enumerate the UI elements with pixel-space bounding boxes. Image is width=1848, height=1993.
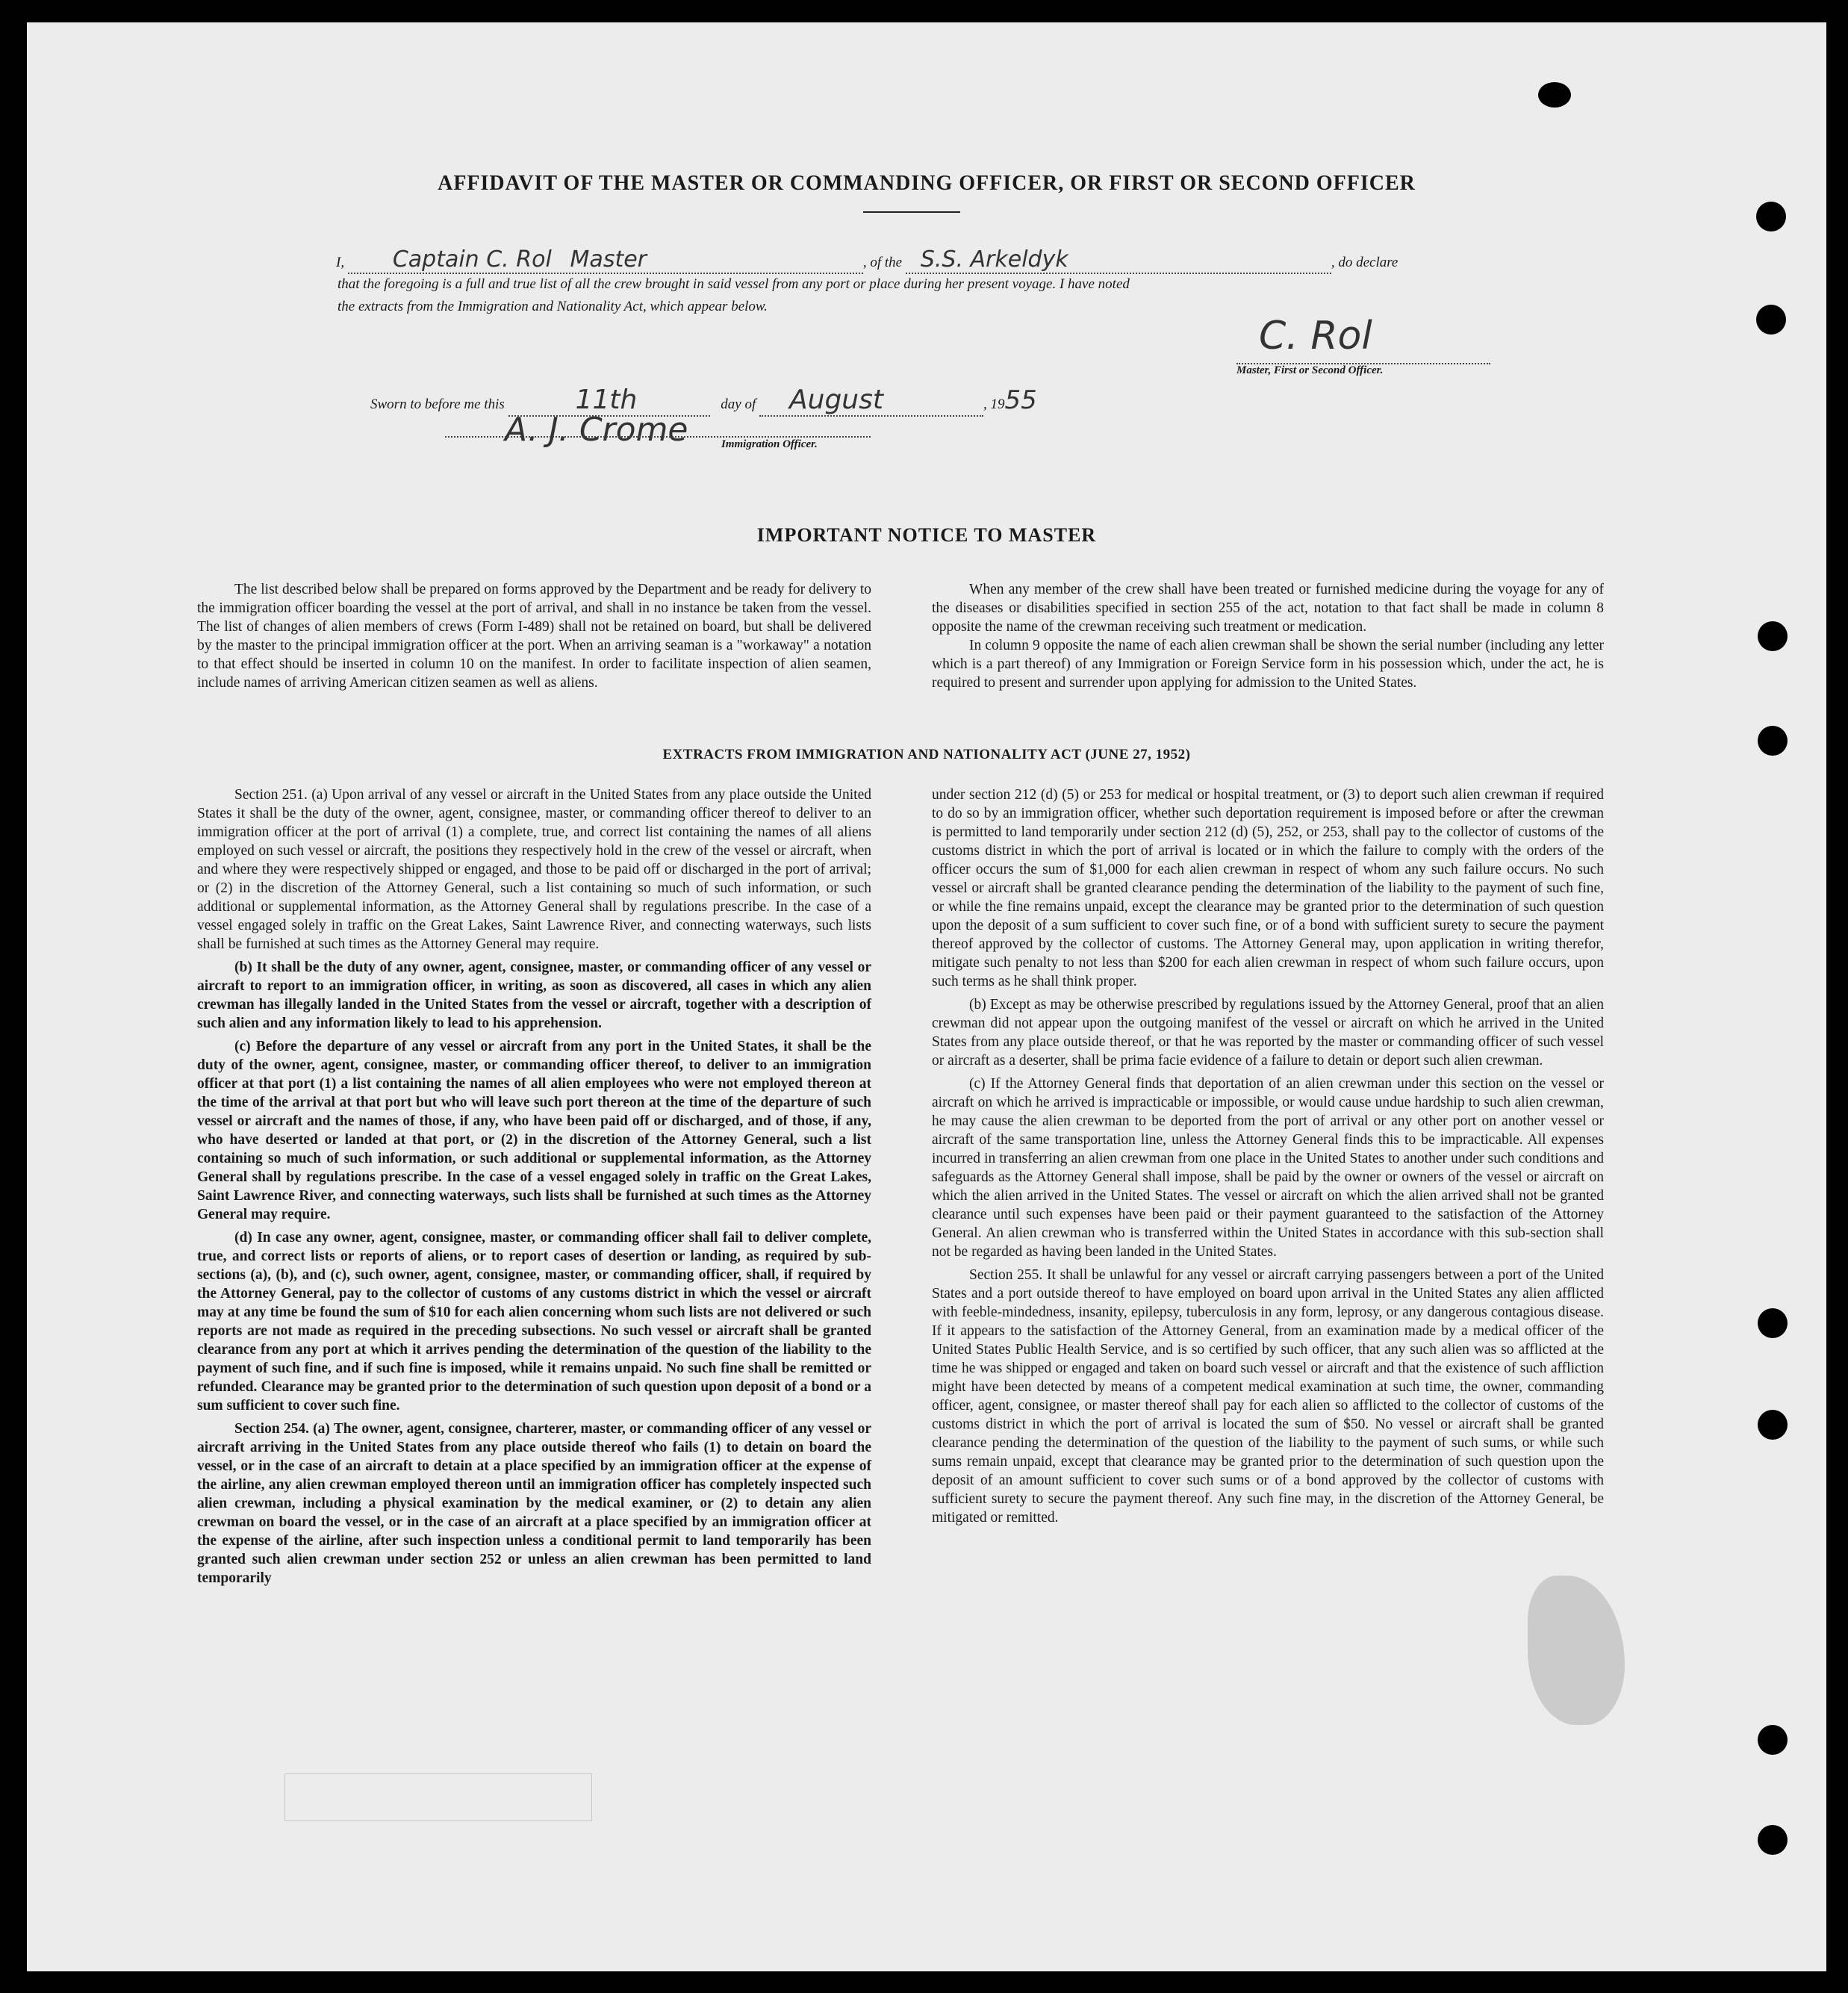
- master-signature: C. Rol: [1259, 314, 1372, 358]
- act-paragraph: Section 254. (a) The owner, agent, consignee, charterer, master, or commanding officer of any vessel or aircraft arriving in the United States from any place outside thereof who fails (1) to detain on board the vessel, or in the case of an aircraft to detain at a place specified by an immigration officer at the expense of the airline, any alien crewman employed thereon until an immigration officer has completely inspected such alien crewman, including a physical examination by the medical examiner, or (2) to detain any alien crewman on board the vessel, or in the case of an aircraft at a place specified by an immigration officer at the expense of the airline, after such inspection unless a conditional permit to land temporarily has been granted such alien crewman under section 252 or unless an alien crewman has been permitted to land temporarily: [197, 1421, 871, 1586]
- declarant-name: Captain C. Rol: [392, 246, 552, 273]
- punch-hole: [1758, 621, 1788, 651]
- day-of-label: day of: [721, 397, 756, 412]
- punch-hole: [1758, 1308, 1788, 1338]
- declaration-line: [336, 246, 1398, 274]
- of-the-label: , of the: [862, 255, 903, 270]
- punch-hole: [1756, 305, 1786, 335]
- act-paragraph: (b) It shall be the duty of any owner, agent, consignee, master, or commanding officer of any vessel or aircraft to report to an immigration officer, in writing, as soon as discovered, all cases in which any alien crewman has illegally landed in the United States from the vessel or aircraft, together with a description of such alien and any information likely to lead to his apprehension.: [197, 960, 871, 1031]
- punch-hole: [1758, 1725, 1788, 1755]
- officer-caption: Immigration Officer.: [721, 438, 818, 450]
- vessel-name: S.S. Arkeldyk: [920, 246, 1068, 273]
- declaration-line-2: that the foregoing is a full and true list of all the crew brought in said vessel from any port or place during her present voyage. I have noted: [337, 276, 1130, 292]
- officer-signature-line: [445, 435, 871, 438]
- act-paragraph: (c) If the Attorney General finds that deportation of an alien crewman under this section on the vessel or aircraft on which he arrived is impracticable or impossible, or would cause undue hardship to such alien crewman, he may cause the alien crewman to be deported from the port of arrival or any other port on another vessel or aircraft of the same transportation line, unless the Attorney General finds this to be impracticable. All expenses incurred in transferring an alien crewman from one place in the United States to another under such conditions and safeguards as the Attorney General shall impose, shall be paid by the owner or owners of the vessel or aircraft on which the alien arrived in the United States. The vessel or aircraft on which the alien arrived shall not be granted clearance until such expenses have been paid or their payment guaranteed to the satisfaction of the Attorney General. An alien crewman who is transferred within the United States in accordance with this sub-section shall not be regarded as having been landed in the United States.: [932, 1076, 1604, 1260]
- declarant-rank: Master: [570, 246, 647, 273]
- punch-hole: [1538, 82, 1571, 108]
- title-divider: [863, 211, 960, 213]
- affidavit-title: AFFIDAVIT OF THE MASTER OR COMMANDING OFFICER, OR FIRST OR SECOND OFFICER: [438, 172, 1416, 195]
- do-declare-label: , do declare: [1331, 255, 1399, 270]
- declaration-line-3: the extracts from the Immigration and Nationality Act, which appear below.: [337, 299, 768, 314]
- extracts-title: EXTRACTS FROM IMMIGRATION AND NATIONALITY ACT (JUNE 27, 1952): [662, 747, 1191, 762]
- document-page: [27, 22, 1826, 1971]
- notice-paragraph: When any member of the crew shall have been treated or furnished medicine during the voyage for any of the diseases or disabilities specified in section 255 of the act, notation to that fact shall be made in column 8 opposite the name of the crewman receiving such treatment or medication.: [932, 582, 1604, 635]
- sworn-label: Sworn to before me this: [370, 397, 505, 412]
- notice-right-column: [932, 580, 1604, 697]
- i-label: I,: [336, 255, 345, 270]
- act-left-column: [197, 786, 871, 1592]
- act-paragraph: under section 212 (d) (5) or 253 for medical or hospital treatment, or (3) to deport such alien crewman if required to do so by an immigration officer, whether such deportation requirement is imposed before or after the crewman is permitted to land temporarily under section 212 (d) (5), 252, or 253, shall pay to the collector of customs of the customs district in which the port of arrival is located or in which the failure to comply with the orders of the officer occurs the sum of $1,000 for each alien crewman in respect of whom any such failure occurs. No such vessel or aircraft shall be granted clearance pending the determination of the liability to the payment of such fine, or while the fine remains unpaid, except the clearance may be granted prior to the determination of such question upon the deposit of a sum sufficient to cover such fine, or of a bond with sufficient surety to secure the payment thereof approved by the collector of customs. The Attorney General may, upon application in writing therefor, mitigate such penalty to not less than $200 for each alien crewman in respect of whom such failure occurs, upon such terms as he shall think proper.: [932, 787, 1604, 989]
- act-right-column: [932, 786, 1604, 1532]
- sworn-month: August: [789, 385, 883, 415]
- notice-left-column: [197, 580, 871, 697]
- notice-paragraph: The list described below shall be prepared on forms approved by the Department and be ready for delivery to the immigration officer boarding the vessel at the port of arrival, and shall in no instance be taken from the vessel. The list of changes of alien members of crews (Form I-489) shall not be retained on board, but shall be delivered by the master to the principal immigration officer at the port. When an arriving seaman is a "workaway" a notation to that effect should be inserted in column 10 on the manifest. In order to facilitate inspection of alien seamen, include names of arriving American citizen seamen as well as aliens.: [197, 582, 871, 691]
- notice-paragraph: In column 9 opposite the name of each alien crewman shall be shown the serial number (including any letter which is a part thereof) of any Immigration or Foreign Service form in his possession which, under the act, he is required to present and surrender upon applying for admission to the United States.: [932, 638, 1604, 691]
- year-prefix: , 19: [983, 397, 1005, 412]
- punch-hole: [1758, 1825, 1788, 1855]
- immigration-officer-signature: A. J. Crome: [505, 411, 688, 449]
- act-paragraph: (c) Before the departure of any vessel or aircraft from any port in the United States, it shall be the duty of the owner, agent, consignee, master, or commanding officer thereof, to deliver to an immigration officer at that port (1) a list containing the names of all alien employees who were not employed thereon at the time of the arrival at that port but who will leave such port thereon at the time of the departure of such vessel or aircraft and the names of those, if any, who have been paid off or discharged, and of those, if any, who have deserted or landed at that port, or (2) in the discretion of the Attorney General, such a list containing so much of such information, or such additional or supplemental information, as the Attorney General shall by regulations prescribe. In the case of a vessel engaged solely in traffic on the Great Lakes, Saint Lawrence River, and connecting waterways, such lists shall be furnished at such times as the Attorney General may require.: [197, 1039, 871, 1222]
- sworn-line: [370, 385, 1037, 417]
- faded-stamp: [284, 1773, 592, 1821]
- punch-hole: [1758, 1410, 1788, 1440]
- sworn-day: 11th: [575, 385, 638, 415]
- act-paragraph: (b) Except as may be otherwise prescribed by regulations issued by the Attorney General, proof that an alien crewman did not appear upon the outgoing manifest of the vessel or aircraft on which he arrived in the United States from any place outside thereof, or that he was reported by the master or commanding officer of such vessel or aircraft as a deserter, shall be prima facie evidence of a failure to detain or deport such alien crewman.: [932, 997, 1604, 1069]
- signature-caption: Master, First or Second Officer.: [1236, 364, 1384, 376]
- punch-hole: [1756, 202, 1786, 231]
- act-paragraph: (d) In case any owner, agent, consignee, master, or commanding officer shall fail to deliver complete, true, and correct lists or reports of aliens, or to report cases of desertion or landing, as required by sub-sections (a), (b), and (c), such owner, agent, consignee, master, or commanding officer, shall, if required by the Attorney General, pay to the collector of customs of any customs district in which the vessel or aircraft may at any time be found the sum of $10 for each alien concerning whom such lists are not delivered or such reports are not made as required in the preceding subsections. No such vessel or aircraft shall be granted clearance from any port at which it arrives pending the determination of the question of the liability to the payment of such fine, and if such fine is imposed, while it remains unpaid. No such fine shall be remitted or refunded. Clearance may be granted prior to the determination of such question upon deposit of a bond or a sum sufficient to cover such fine.: [197, 1230, 871, 1414]
- act-paragraph: Section 251. (a) Upon arrival of any vessel or aircraft in the United States from any place outside the United States it shall be the duty of the owner, agent, consignee, master, or commanding officer thereof to deliver to an immigration officer at the port of arrival (1) a complete, true, and correct list containing the names of all aliens employed on such vessel or aircraft, the positions they respectively hold in the crew of the vessel or aircraft, when and where they were respectively shipped or engaged, and those to be paid off or discharged in the port of arrival; or (2) in the discretion of the Attorney General, such a list containing so much of such information, or such additional or supplemental information, as the Attorney General shall by regulations prescribe. In the case of a vessel engaged solely in traffic on the Great Lakes, Saint Lawrence River, and connecting waterways, such lists shall be furnished at such times as the Attorney General may require.: [197, 787, 871, 952]
- act-paragraph: Section 255. It shall be unlawful for any vessel or aircraft carrying passengers between a port of the United States and a port outside thereof to have employed on board upon arrival in the United States any alien afflicted with feeble-mindedness, insanity, epilepsy, tuberculosis in any form, leprosy, or any dangerous contagious disease. If it appears to the satisfaction of the Attorney General, from an examination made by a medical officer of the United States Public Health Service, and is so certified by such officer, that any such alien was so afflicted at the time he was shipped or engaged and taken on board such vessel or aircraft and that the existence of such affliction might have been detected by means of a competent medical examination at such time, the owner, commanding officer, agent, consignee, or master thereof shall pay for each alien so afflicted to the collector of customs of the customs district in which the port of arrival is located the sum of $50. No vessel or aircraft shall be granted clearance pending the determination of the question of the liability to the payment of such sums, or while such sums remain unpaid, except that clearance may be granted prior to the determination of such question upon the deposit of an amount sufficient to cover such sums or of a bond approved by the collector of customs with sufficient surety to secure the payment thereof. Any such fine may, in the discretion of the Attorney General, be mitigated or remitted.: [932, 1267, 1604, 1526]
- notice-title: IMPORTANT NOTICE TO MASTER: [756, 524, 1097, 546]
- sworn-year: 55: [1004, 385, 1037, 415]
- paper-stain: [1528, 1576, 1625, 1725]
